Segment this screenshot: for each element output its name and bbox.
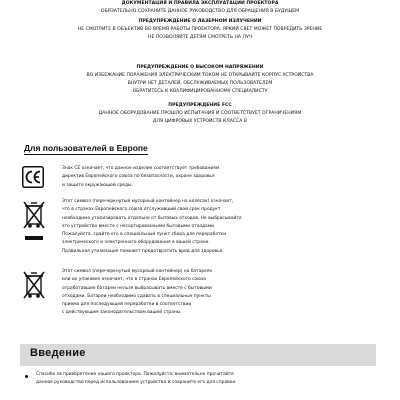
paragraph-line: или их упаковке означает, что в странах Европейского союза: [62, 277, 206, 283]
paragraph-line: с действующим законодательством вашей страны.: [62, 310, 182, 316]
weee-paragraph-1: [62, 198, 362, 256]
paragraph-line: Этот символ (перечеркнутый мусорный контейнер) на батареях: [62, 269, 213, 274]
paragraph-line: необходимо утилизировать отдельно от бытовых отходов. Не выбрасывайте: [62, 215, 242, 221]
voltage-warning-line: ВНУТРИ НЕТ ДЕТАЛЕЙ, ОБСЛУЖИВАЕМЫХ ПОЛЬЗОВАТЕЛЕМ: [127, 81, 273, 86]
intro-paragraph: [24, 371, 374, 388]
paragraph-line: Пожалуйста, сдайте его в специальный пункт сбора для переработки: [62, 232, 227, 238]
header-line: ОБЯЗАТЕЛЬНО СОХРАНИТЕ ДАННОЕ РУКОВОДСТВО ДЛЯ ОБРАЩЕНИЯ В БУДУЩЕМ: [100, 9, 300, 14]
paragraph-line: Этот символ (перечеркнутый мусорный контейнер на колесах) означает,: [62, 199, 234, 204]
fcc-warning-block: [0, 102, 400, 126]
paragraph-line: и защите окружающей среды.: [62, 182, 133, 188]
header-line: ДОКУМЕНТАЦИЯ И ПРАВИЛА ЭКСПЛУАТАЦИИ ПРОЕКТОРА: [121, 1, 279, 6]
intro-banner: [20, 344, 376, 366]
paragraph-line: отработавшие батареи нельзя выбрасывать вместе с бытовыми: [62, 285, 212, 291]
laser-warning-title: ПРЕДУПРЕЖДЕНИЕ О ЛАЗЕРНОМ ИЗЛУЧЕНИИ: [138, 19, 262, 24]
laser-warning-block: [0, 18, 400, 42]
voltage-warning-line: ОБРАТИТЕСЬ К КВАЛИФИЦИРОВАННОМУ СПЕЦИАЛИСТУ: [132, 89, 268, 94]
section-title-europe: Для пользователей в Европе: [24, 143, 148, 153]
paragraph-line: отходами. Батареи необходимо сдавать в специальные пункты: [62, 293, 211, 299]
intro-title: Введение: [30, 347, 86, 359]
paragraph-line: приема для последующей переработки в соответствии: [62, 302, 192, 308]
fcc-warning-title: ПРЕДУПРЕЖДЕНИЕ FCC: [168, 103, 232, 108]
paragraph-line: Правильная утилизация поможет предотвратить вред для здоровья.: [62, 248, 224, 254]
laser-warning-line: НЕ СМОТРИТЕ В ОБЪЕКТИВ ВО ВРЕМЯ РАБОТЫ ПРОЕКТОРА. ЯРКИЙ СВЕТ МОЖЕТ ПОВРЕДИТЬ ЗРЕНИЕ: [77, 27, 323, 32]
battery-bin-icon: [22, 270, 46, 306]
header-block: [0, 0, 400, 16]
voltage-warning-line: ВО ИЗБЕЖАНИЕ ПОРАЖЕНИЯ ЭЛЕКТРИЧЕСКИМ ТОКОМ НЕ ОТКРЫВАЙТЕ КОРПУС УСТРОЙСТВА: [86, 73, 314, 78]
voltage-warning-title: ПРЕДУПРЕЖДЕНИЕ О ВЫСОКОМ НАПРЯЖЕНИИ: [136, 65, 264, 70]
paragraph-line: директив Европейского союза по безопасности, охране здоровья: [62, 174, 215, 180]
fcc-warning-line: ДАННОЕ ОБОРУДОВАНИЕ ПРОШЛО ИСПЫТАНИЯ И СООТВЕТСТВУЕТ ОГРАНИЧЕНИЯМ: [98, 111, 302, 116]
paragraph-line: данное руководство перед использованием устройства и сохраните его для справки.: [36, 380, 237, 386]
paragraph-line: Спасибо за приобретение нашего проектора. Пожалуйста, внимательно прочитайте: [36, 372, 234, 377]
weee-bin-icon: [22, 200, 46, 248]
laser-warning-line: НЕ ПОЗВОЛЯЙТЕ ДЕТЯМ СМОТРЕТЬ НА ЛУЧ: [148, 35, 252, 40]
weee-paragraph-2: [62, 268, 362, 318]
paragraph-line: Знак CE означает, что данное изделие соответствует требованиям: [62, 166, 220, 171]
ce-mark-icon: [22, 166, 44, 192]
paragraph-line: что в странах Европейского союза отслуживший свой срок продукт: [62, 207, 221, 213]
paragraph-line: это устройство вместе с несортированными бытовыми отходами.: [62, 223, 216, 229]
paragraph-line: электрического и электронного оборудования в вашей стране.: [62, 240, 210, 246]
ce-paragraph: [62, 165, 362, 190]
fcc-warning-line: ДЛЯ ЦИФРОВЫХ УСТРОЙСТВ КЛАССА B: [152, 119, 248, 124]
voltage-warning-block: [0, 64, 400, 96]
